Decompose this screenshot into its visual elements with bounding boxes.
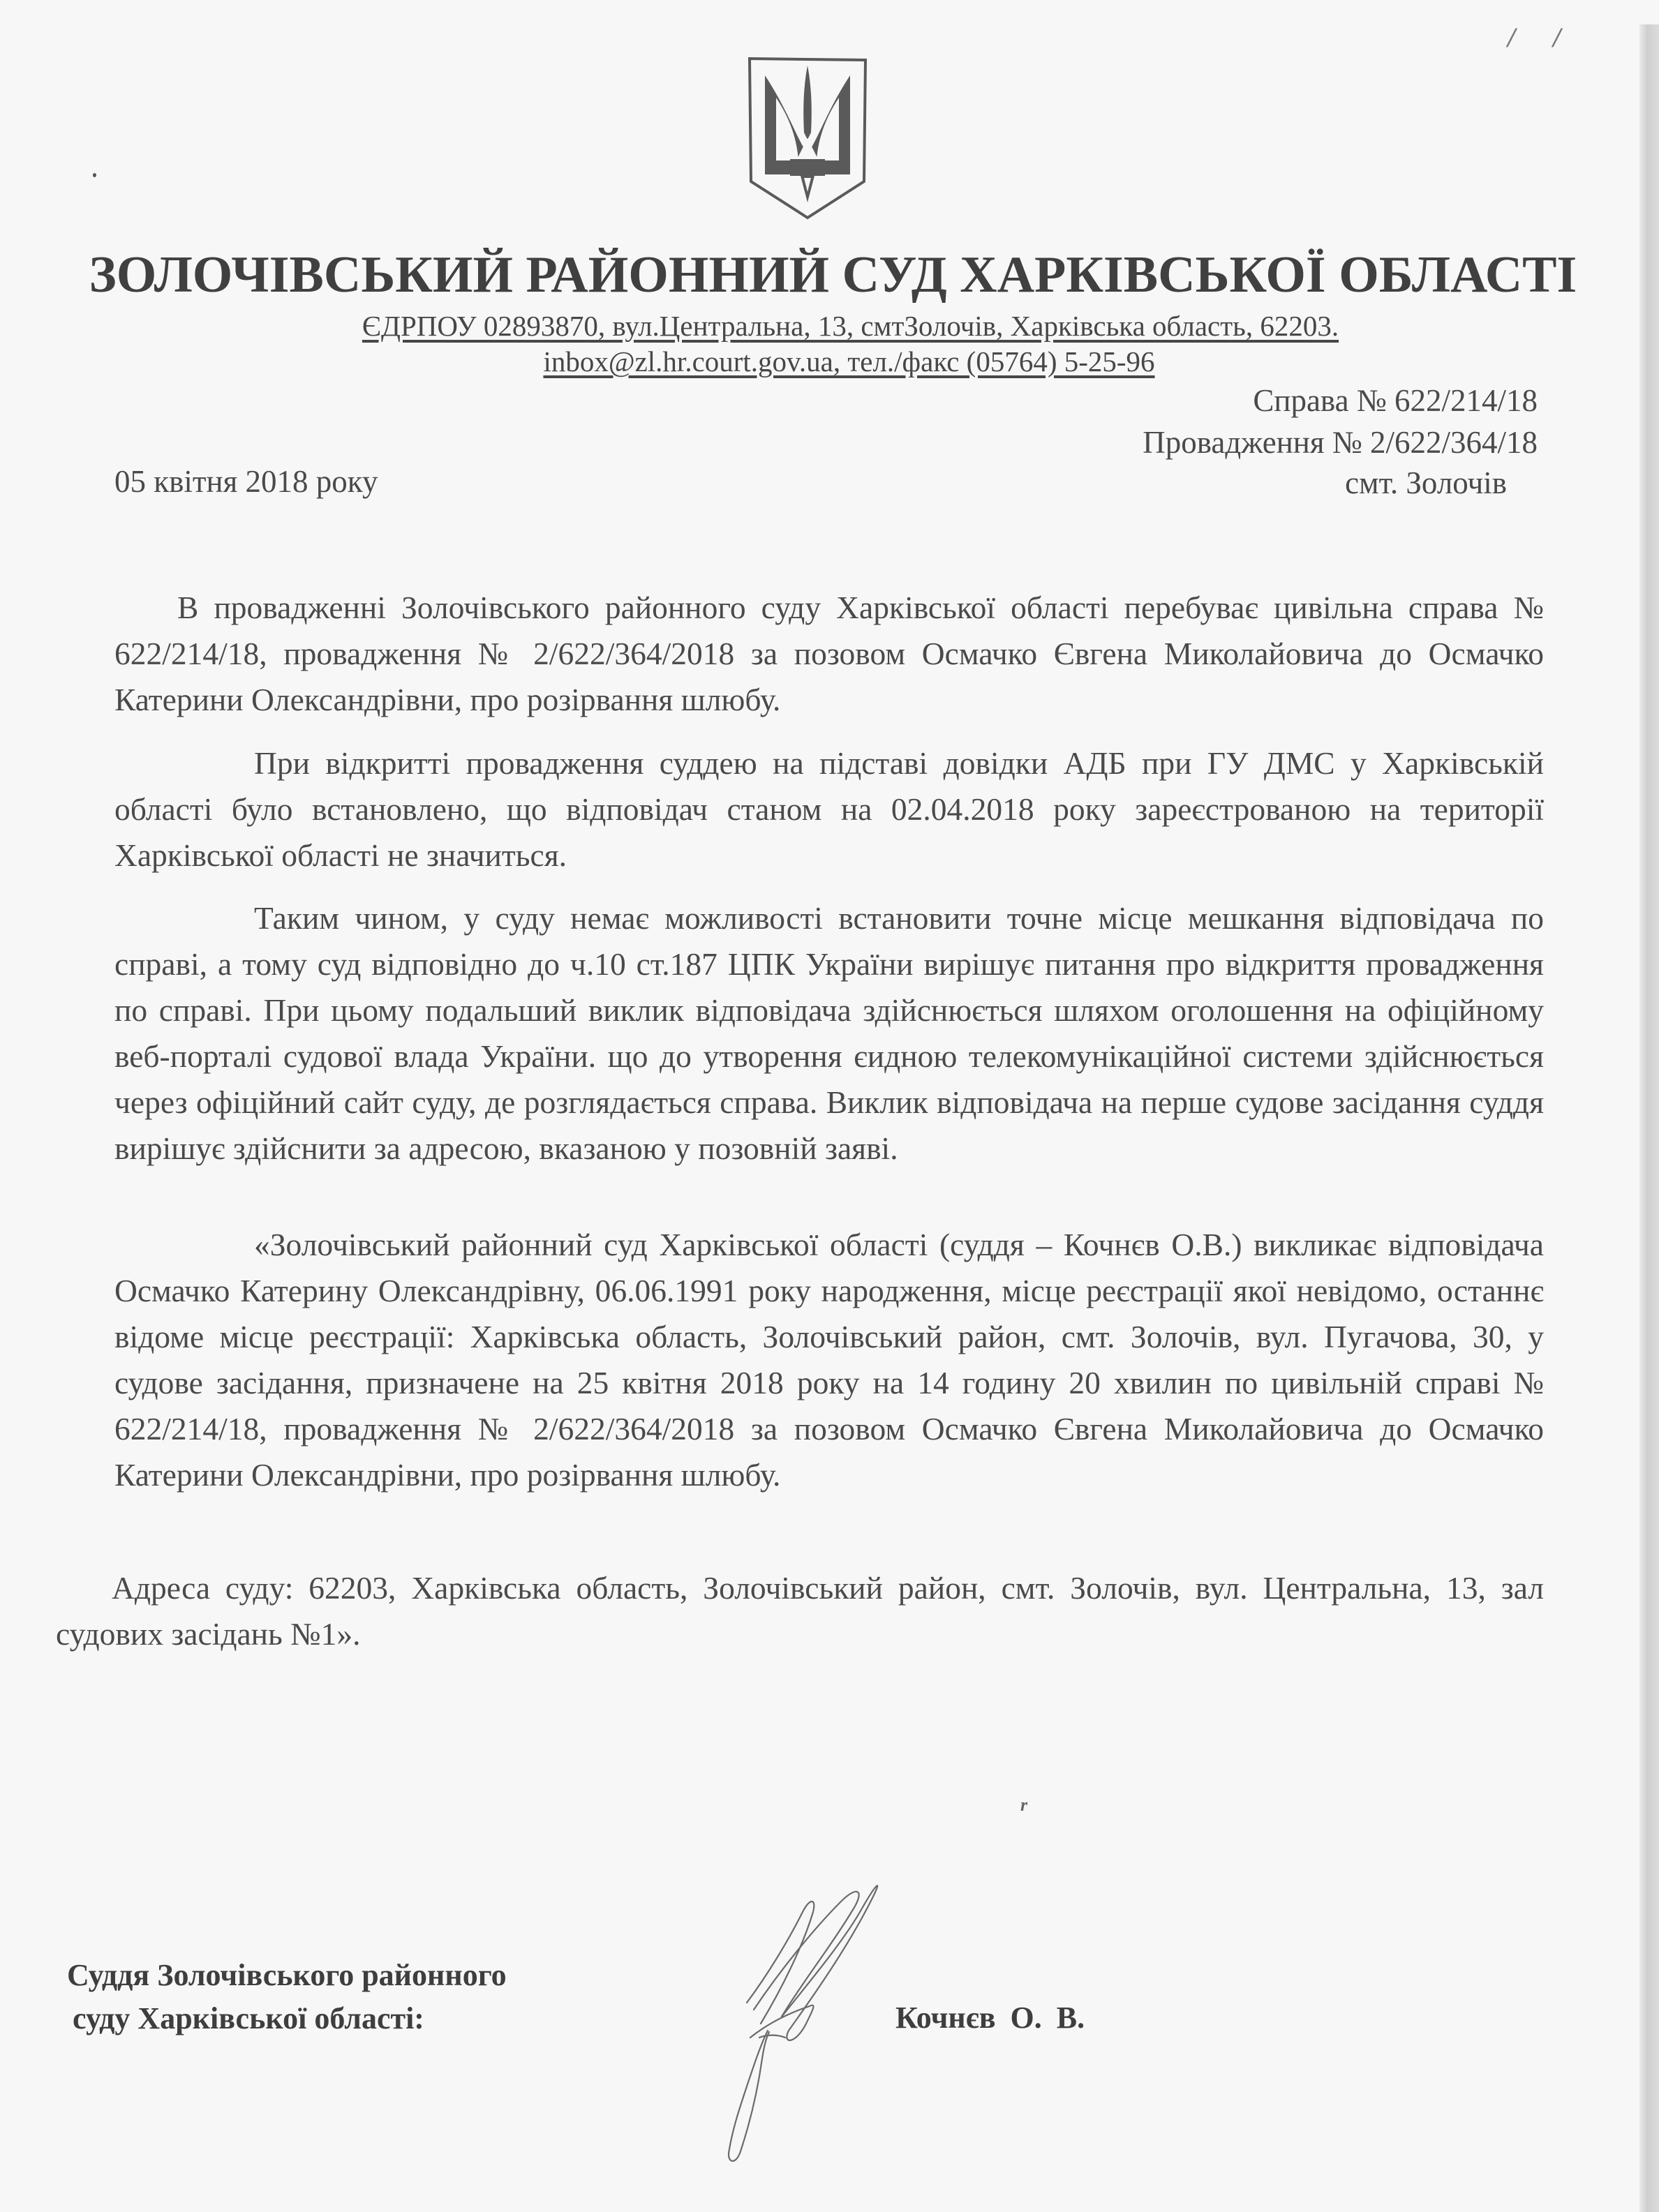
document-date: 05 квітня 2018 року — [114, 464, 378, 499]
paragraph-summons-notice — [114, 1222, 1544, 1498]
court-contact-line: inbox@zl.hr.court.gov.ua, тел./факс (05764) 5-25-96 — [543, 345, 1155, 378]
ukraine-coat-of-arms-icon — [748, 56, 867, 221]
paragraph-registration — [114, 740, 1544, 879]
paragraph-court-address — [56, 1565, 1544, 1657]
town: смт. Золочів — [1345, 465, 1507, 500]
paragraph-text: «Золочівський районний суд Харківської області (суддя – Кочнєв О.В.) викликає відповідача Осмачко Катерину Олександрівну, 06.06.1991 року народження, місце реєстрації якої невідомо, останнє відоме місце реєстрації: Харківська область, Золочівський район, смт. Золочів, вул. Пугачова, 30, у судове засідання, призначене на 25 квітня 2018 року на 14 годину 20 хвилин по цивільній справі № 622/214/18, провадження № 2/622/364/2018 за позовом Осмачко Євгена Миколайовича до Осмачко Катерини Олександрівни, про розірвання шлюбу. — [114, 1227, 1544, 1493]
margin-mark: r — [1020, 1795, 1028, 1815]
signer-position-line2: суду Харківської області: — [73, 2001, 424, 2035]
paragraph-proceeding — [114, 585, 1544, 723]
paragraph-text: При відкритті провадження суддею на підставі довідки АДБ при ГУ ДМС у Харківській області було встановлено, що відповідач станом на 02.04.2018 року зареєстрованою на території Харківської області не значиться. — [114, 745, 1544, 873]
signer-position — [67, 1954, 507, 2040]
signer-position-line1: Суддя Золочівського районного — [67, 1958, 507, 1992]
scan-speck — [93, 173, 96, 177]
case-number: Справа № 622/214/18 — [1253, 383, 1538, 418]
court-address-line: ЄДРПОУ 02893870, вул.Центральна, 13, смтЗолочів, Харківська область, 62203. — [362, 310, 1339, 342]
handwritten-page-number: / / — [1508, 22, 1577, 53]
paragraph-text: Таким чином, у суду немає можливості встановити точне місце мешкання відповідача по справі, а тому суд відповідно до ч.10 ст.187 ЦПК України вирішує питання про відкриття провадження по справі. При цьому подальший виклик відповідача здійснюється шляхом оголошення на офіційному веб-порталі судової влада України. що до утворення єидною телекомунікаційної системи здійснюється через офіційний сайт суду, де розглядається справа. Виклик відповідача на перше судове засідання суддя вирішує здійснити за адресою, вказаною у позовній заяві. — [114, 900, 1544, 1166]
proceeding-number: Провадження № 2/622/364/18 — [1143, 425, 1538, 460]
judge-name: Кочнєв О. В. — [895, 2001, 1085, 2035]
paragraph-summons-method — [114, 895, 1544, 1172]
paragraph-text: Адреса суду: 62203, Харківська область, Золочівський район, смт. Золочів, вул. Центральна, 13, зал судових засідань №1». — [56, 1570, 1544, 1652]
paragraph-text: В провадженні Золочівського районного суду Харківської області перебуває цивільна справа № 622/214/18, провадження № 2/622/364/2018 за позовом Осмачко Євгена Миколайовича до Осмачко Катерини Олександрівни, про розірвання шлюбу. — [114, 590, 1544, 717]
court-name-title: ЗОЛОЧІВСЬКИЙ РАЙОННИЙ СУД ХАРКІВСЬКОЇ ОБЛАСТІ — [89, 246, 1577, 304]
